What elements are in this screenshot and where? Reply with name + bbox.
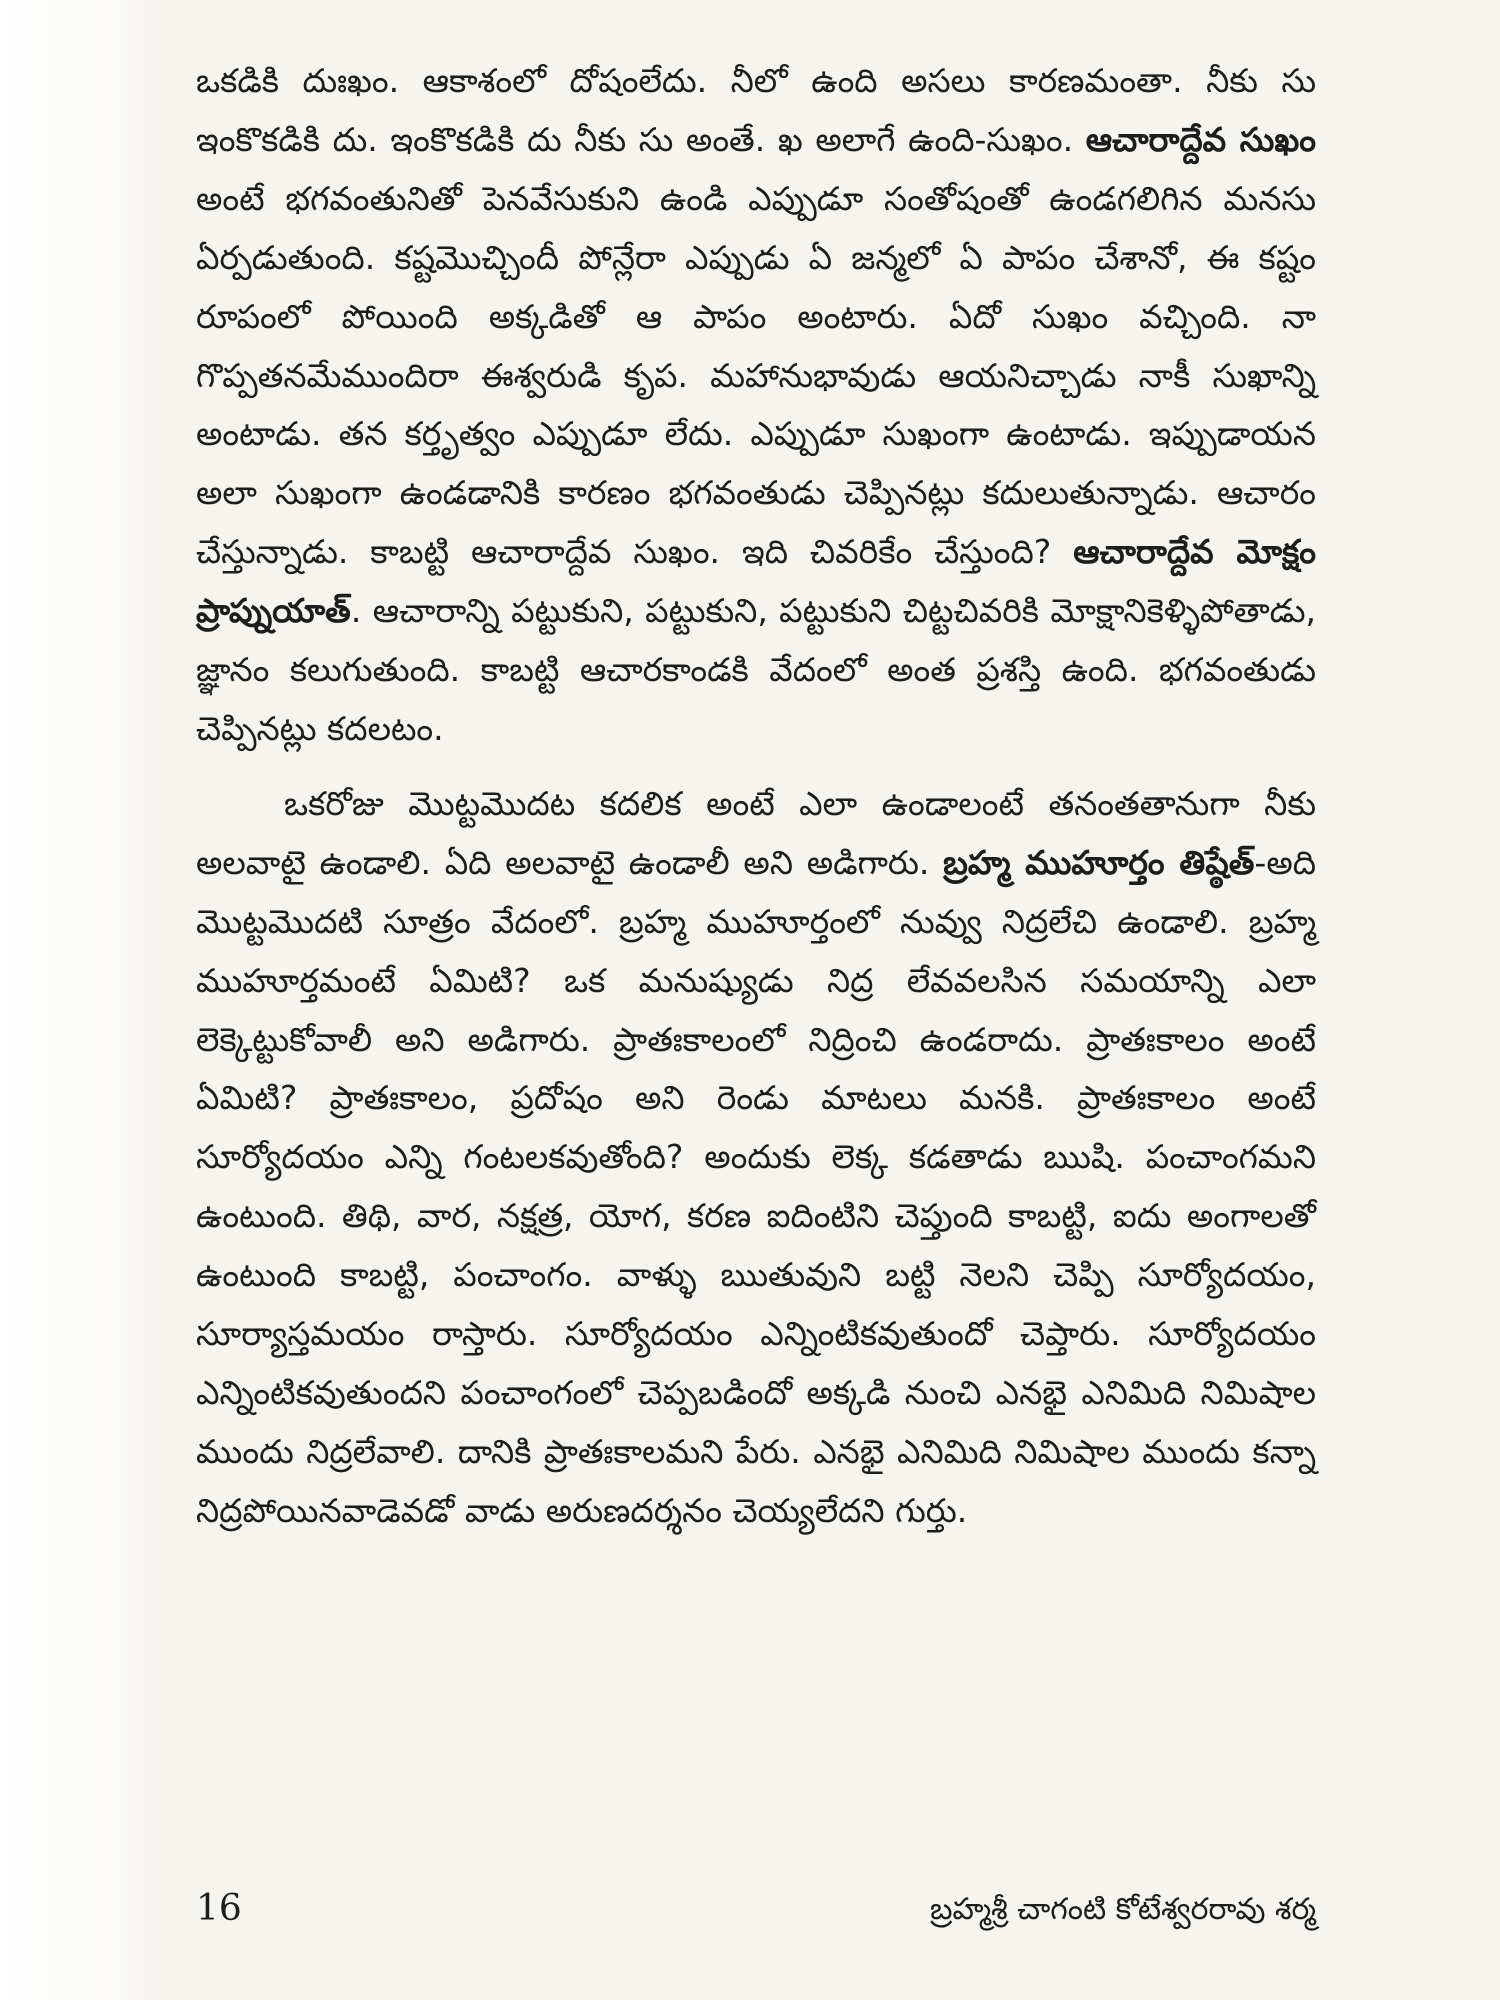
paragraph-2-bold-phrase: బ్రహ్మ ముహూర్తం తిష్ఠేత్	[943, 842, 1255, 882]
paragraph-2-text-a: ఒకరోజు మొట్టమొదట కదలిక అంటే ఎలా ఉండాలంటే తనంతతానుగా నీకు అలవాటై ఉండాలి. ఏది అలవాటై ఉండాలీ అని అడిగారు.	[196, 783, 1316, 882]
paragraph-2-text-b: -అది మొట్టమొదటి సూత్రం వేదంలో. బ్రహ్మ ముహూర్తంలో నువ్వు నిద్రలేచి ఉండాలి. బ్రహ్మ ముహూర్తమంటే ఏమిటి? ఒక మనుష్యుడు నిద్ర లేవవలసిన సమయాన్ని ఎలా లెక్కెట్టుకోవాలీ అని అడిగారు. ప్రాతఃకాలంలో నిద్రించి ఉండరాదు. ప్రాతఃకాలం అంటే ఏమిటి? ప్రాతఃకాలం, ప్రదోషం అని రెండు మాటలు మనకి. ప్రాతఃకాలం అంటే సూర్యోదయం ఎన్ని గంటలకవుతోంది? అందుకు లెక్క కడతాడు ఋషి. పంచాంగమని ఉంటుంది. తిథి, వార, నక్షత్ర, యోగ, కరణ ఐదింటిని చెప్తుంది కాబట్టి, ఐదు అంగాలతో ఉంటుంది కాబట్టి, పంచాంగం. వాళ్ళు ఋతువుని బట్టి నెలని చెప్పి సూర్యోదయం, సూర్యాస్తమయం రాస్తారు. సూర్యోదయం ఎన్నింటికవుతుందో చెప్తారు. సూర్యోదయం ఎన్నింటికవుతుందని పంచాంగంలో చెప్పబడిందో అక్కడి నుంచి ఎనభై ఎనిమిది నిమిషాల ముందు నిద్రలేవాలి. దానికి ప్రాతఃకాలమని పేరు. ఎనభై ఎనిమిది నిమిషాల ముందు కన్నా నిద్రపోయినవాడెవడో వాడు అరుణదర్శనం చెయ్యలేదని గుర్తు.	[196, 842, 1317, 1530]
paragraph-1-bold-phrase-a: ఆచారాద్దేవ సుఖం	[1085, 119, 1316, 159]
paragraph-1-text-c: . ఆచారాన్ని పట్టుకుని, పట్టుకుని, పట్టుకుని చిట్టచివరికి మోక్షానికెళ్ళిపోతాడు, జ్ఞానం కలుగుతుంది. కాబట్టి ఆచారకాండకి వేదంలో అంత ప్రశస్తి ఉంది. భగవంతుడు చెప్పినట్లు కదలటం.	[196, 591, 1316, 748]
paragraph-1	[196, 52, 1316, 759]
paragraph-2	[196, 775, 1316, 1541]
page-number: 16	[196, 1888, 242, 1929]
body-text	[196, 52, 1316, 1541]
page-footer	[196, 1888, 1316, 1948]
page-gutter	[0, 0, 160, 2000]
paragraph-1-text-a: ఒకడికి దుఃఖం. ఆకాశంలో దోషంలేదు. నీలో ఉంది అసలు కారణమంతా. నీకు సు ఇంకొకడికి దు. ఇంకొకడికి దు నీకు సు అంతే. ఖ అలాగే ఉంది-సుఖం.	[196, 61, 1316, 159]
paragraph-1-text-b: అంటే భగవంతునితో పెనవేసుకుని ఉండి ఎప్పుడూ సంతోషంతో ఉండగలిగిన మనసు ఏర్పడుతుంది. కష్టమొచ్చిందీ పోన్లేరా ఎప్పుడు ఏ జన్మలో ఏ పాపం చేశానో, ఈ కష్టం రూపంలో పోయింది అక్కడితో ఆ పాపం అంటారు. ఏదో సుఖం వచ్చింది. నా గొప్పతనమేముందిరా ఈశ్వరుడి కృప. మహానుభావుడు ఆయనిచ్చాడు నాకీ సుఖాన్ని అంటాడు. తన కర్తృత్వం ఎప్పుడూ లేదు. ఎప్పుడూ సుఖంగా ఉంటాడు. ఇప్పుడాయన అలా సుఖంగా ఉండడానికి కారణం భగవంతుడు చెప్పినట్లు కదులుతున్నాడు. ఆచారం చేస్తున్నాడు. కాబట్టి ఆచారాద్దేవ సుఖం. ఇది చివరికేం చేస్తుంది?	[196, 178, 1316, 572]
running-footer-author: బ్రహ్మశ్రీ చాగంటి కోటేశ్వరరావు శర్మ	[930, 1892, 1316, 1927]
paragraph-1-bold-phrase-b: ఆచారాద్దేవ మోక్షం ప్రాప్నుయాత్	[196, 532, 1316, 631]
